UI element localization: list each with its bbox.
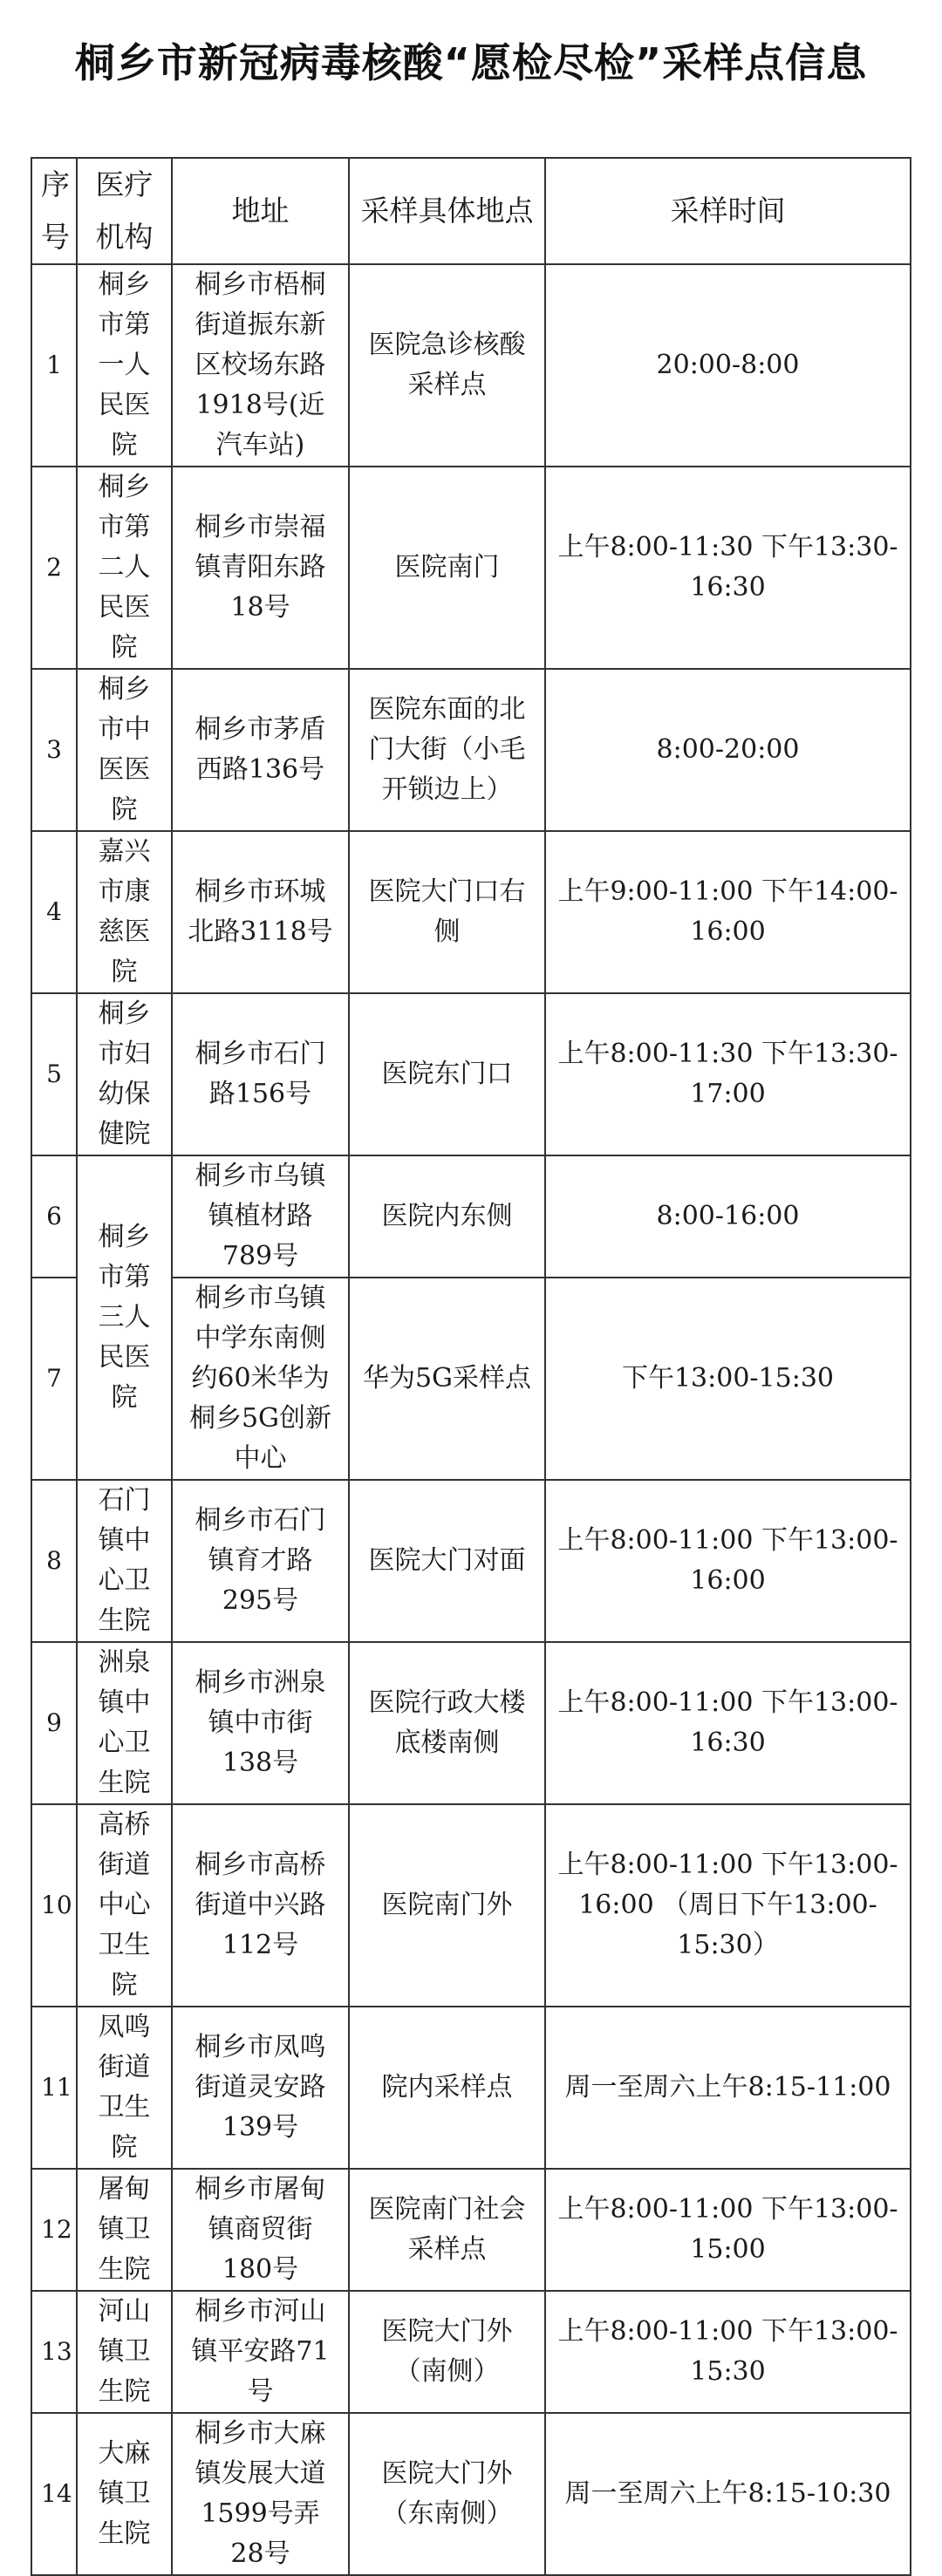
- header-institution: 医疗机构: [77, 158, 172, 264]
- table-row: [31, 831, 911, 993]
- row-no: 9: [31, 1642, 77, 1804]
- header-time: 采样时间: [545, 158, 911, 264]
- row-no: 3: [31, 669, 77, 831]
- row-spot: 医院大门外（南侧）: [349, 2291, 545, 2413]
- table-row: [31, 467, 911, 669]
- row-no: 2: [31, 467, 77, 669]
- table-row: [31, 2413, 911, 2575]
- row-time: 20:00-8:00: [545, 264, 911, 467]
- row-spot: 医院东门口: [349, 993, 545, 1155]
- table-row: [31, 1155, 911, 1278]
- row-address: 桐乡市屠甸镇商贸街180号: [172, 2169, 349, 2291]
- row-no: 5: [31, 993, 77, 1155]
- row-address: 桐乡市崇福镇青阳东路18号: [172, 467, 349, 669]
- row-time: 上午8:00-11:30 下午13:30-17:00: [545, 993, 911, 1155]
- row-time: 周一至周六上午8:15-11:00: [545, 2007, 911, 2169]
- table-row: [31, 2169, 911, 2291]
- row-institution: 石门镇中心卫生院: [77, 1480, 172, 1642]
- row-institution: 桐乡市妇幼保健院: [77, 993, 172, 1155]
- row-institution: 凤鸣街道卫生院: [77, 2007, 172, 2169]
- row-address: 桐乡市石门路156号: [172, 993, 349, 1155]
- row-address: 桐乡市梧桐街道振东新区校场东路1918号(近汽车站): [172, 264, 349, 467]
- row-time: 8:00-16:00: [545, 1155, 911, 1278]
- row-no: 4: [31, 831, 77, 993]
- table-header-row: [31, 158, 911, 264]
- row-spot: 医院大门口右侧: [349, 831, 545, 993]
- row-no: 14: [31, 2413, 77, 2575]
- row-time: 上午8:00-11:00 下午13:00-16:00: [545, 1480, 911, 1642]
- table-row: [31, 2291, 911, 2413]
- row-no: 11: [31, 2007, 77, 2169]
- row-institution: 嘉兴市康慈医院: [77, 831, 172, 993]
- row-time: 上午9:00-11:00 下午14:00-16:00: [545, 831, 911, 993]
- row-spot: 医院南门社会采样点: [349, 2169, 545, 2291]
- row-institution: 大麻镇卫生院: [77, 2413, 172, 2575]
- table-row: [31, 993, 911, 1155]
- table-row: [31, 1804, 911, 2007]
- table-row: [31, 669, 911, 831]
- row-no: 13: [31, 2291, 77, 2413]
- row-no: 6: [31, 1155, 77, 1278]
- row-spot: 华为5G采样点: [349, 1278, 545, 1480]
- header-spot: 采样具体地点: [349, 158, 545, 264]
- table-row: [31, 1480, 911, 1642]
- row-institution: 高桥街道中心卫生院: [77, 1804, 172, 2007]
- row-institution: 河山镇卫生院: [77, 2291, 172, 2413]
- row-institution: 屠甸镇卫生院: [77, 2169, 172, 2291]
- table-row: [31, 2007, 911, 2169]
- row-time: 下午13:00-15:30: [545, 1278, 911, 1480]
- row-no: 12: [31, 2169, 77, 2291]
- row-time: 上午8:00-11:00 下午13:00-16:30: [545, 1642, 911, 1804]
- row-spot: 医院急诊核酸采样点: [349, 264, 545, 467]
- row-address: 桐乡市茅盾西路136号: [172, 669, 349, 831]
- row-spot: 医院行政大楼底楼南侧: [349, 1642, 545, 1804]
- row-spot: 医院内东侧: [349, 1155, 545, 1278]
- row-time: 8:00-20:00: [545, 669, 911, 831]
- page-title: 桐乡市新冠病毒核酸“愿检尽检”采样点信息: [74, 39, 868, 86]
- row-address: 桐乡市乌镇中学东南侧约60米华为桐乡5G创新中心: [172, 1278, 349, 1480]
- row-time: 上午8:00-11:00 下午13:00-15:00: [545, 2169, 911, 2291]
- row-address: 桐乡市洲泉镇中市街138号: [172, 1642, 349, 1804]
- row-spot: 院内采样点: [349, 2007, 545, 2169]
- row-spot: 医院东面的北门大街（小毛开锁边上）: [349, 669, 545, 831]
- row-no: 1: [31, 264, 77, 467]
- row-spot: 医院大门外（东南侧）: [349, 2413, 545, 2575]
- table-row: [31, 1642, 911, 1804]
- row-time: 上午8:00-11:00 下午13:00-15:30: [545, 2291, 911, 2413]
- header-address: 地址: [172, 158, 349, 264]
- row-address: 桐乡市凤鸣街道灵安路139号: [172, 2007, 349, 2169]
- table-row: [31, 264, 911, 467]
- row-spot: 医院南门外: [349, 1804, 545, 2007]
- row-institution: 桐乡市第二人民医院: [77, 467, 172, 669]
- row-address: 桐乡市河山镇平安路71号: [172, 2291, 349, 2413]
- row-no: 8: [31, 1480, 77, 1642]
- row-time: 上午8:00-11:00 下午13:00-16:00 （周日下午13:00-15:30）: [545, 1804, 911, 2007]
- row-institution: 桐乡市第三人民医院: [77, 1155, 172, 1480]
- row-address: 桐乡市高桥街道中兴路112号: [172, 1804, 349, 2007]
- row-institution: 洲泉镇中心卫生院: [77, 1642, 172, 1804]
- row-no: 10: [31, 1804, 77, 2007]
- row-institution: 桐乡市第一人民医院: [77, 264, 172, 467]
- row-institution: 桐乡市中医医院: [77, 669, 172, 831]
- row-time: 上午8:00-11:30 下午13:30-16:30: [545, 467, 911, 669]
- row-address: 桐乡市大麻镇发展大道1599号弄28号: [172, 2413, 349, 2575]
- row-address: 桐乡市石门镇育才路295号: [172, 1480, 349, 1642]
- row-address: 桐乡市环城北路3118号: [172, 831, 349, 993]
- row-spot: 医院南门: [349, 467, 545, 669]
- header-no: 序号: [31, 158, 77, 264]
- sampling-sites-table: [31, 157, 911, 2576]
- row-address: 桐乡市乌镇镇植材路789号: [172, 1155, 349, 1278]
- row-spot: 医院大门对面: [349, 1480, 545, 1642]
- row-no: 7: [31, 1278, 77, 1480]
- row-time: 周一至周六上午8:15-10:30: [545, 2413, 911, 2575]
